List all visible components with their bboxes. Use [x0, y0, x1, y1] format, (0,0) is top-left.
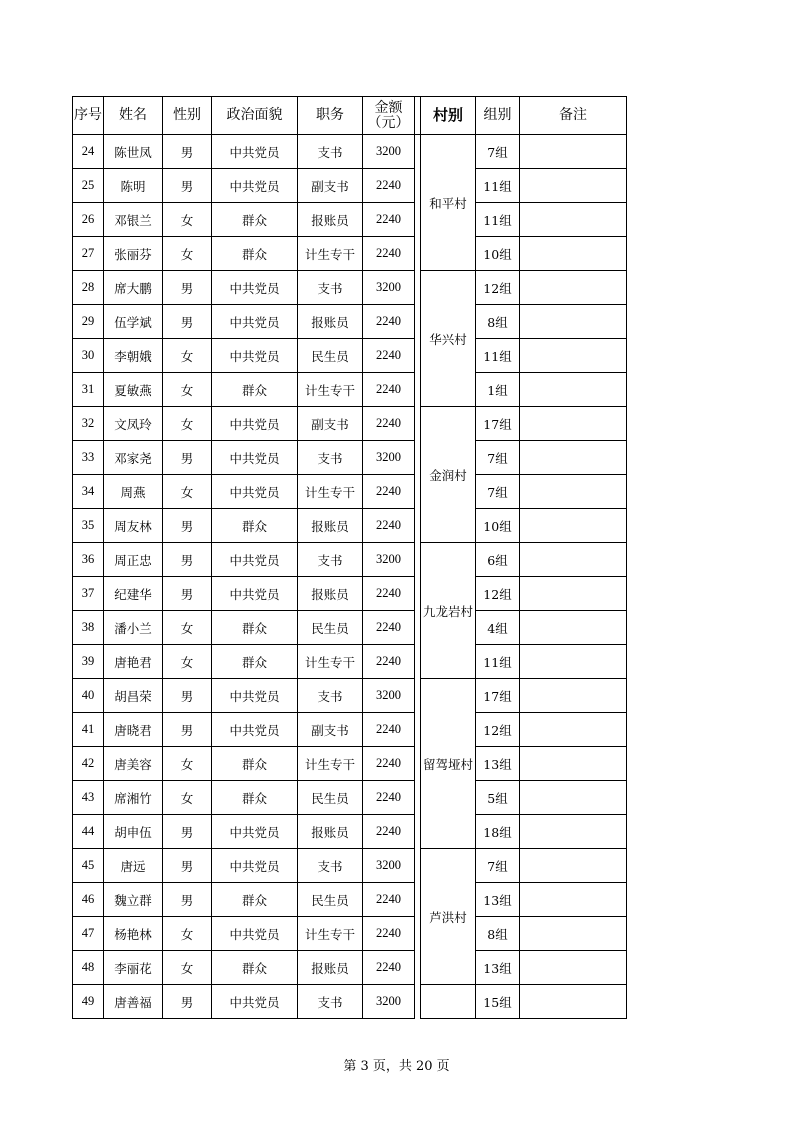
row-remark: [520, 645, 627, 679]
header-remark: 备注: [520, 97, 627, 135]
row-gender: 男: [163, 441, 212, 475]
row-group: 13组: [476, 883, 520, 917]
row-politics: 中共党员: [212, 339, 298, 373]
table-row: [73, 475, 627, 509]
row-amount: 3200: [363, 271, 415, 305]
row-position: 副支书: [298, 169, 363, 203]
row-position: 民生员: [298, 781, 363, 815]
table-row: [73, 135, 627, 169]
table-row: [73, 645, 627, 679]
row-position: 支书: [298, 849, 363, 883]
row-group: 7组: [476, 441, 520, 475]
row-gender: 女: [163, 475, 212, 509]
column-gap: [415, 611, 421, 645]
row-position: 支书: [298, 679, 363, 713]
column-gap: [415, 373, 421, 407]
row-remark: [520, 203, 627, 237]
row-position: 报账员: [298, 815, 363, 849]
row-remark: [520, 237, 627, 271]
row-remark: [520, 781, 627, 815]
row-gender: 男: [163, 271, 212, 305]
row-gender: 女: [163, 781, 212, 815]
row-gender: 女: [163, 645, 212, 679]
row-seq: 49: [73, 985, 104, 1019]
row-position: 民生员: [298, 611, 363, 645]
row-remark: [520, 747, 627, 781]
table-row: [73, 713, 627, 747]
row-seq: 31: [73, 373, 104, 407]
table-row: [73, 203, 627, 237]
row-politics: 群众: [212, 747, 298, 781]
row-gender: 男: [163, 509, 212, 543]
table-row: [73, 781, 627, 815]
column-gap: [415, 951, 421, 985]
row-seq: 46: [73, 883, 104, 917]
row-position: 支书: [298, 441, 363, 475]
table-row: [73, 883, 627, 917]
row-amount: 2240: [363, 237, 415, 271]
row-gender: 女: [163, 951, 212, 985]
row-group: 18组: [476, 815, 520, 849]
row-seq: 27: [73, 237, 104, 271]
row-group: 5组: [476, 781, 520, 815]
header-group: 组别: [476, 97, 520, 135]
row-amount: 2240: [363, 169, 415, 203]
row-gender: 女: [163, 611, 212, 645]
row-politics: 群众: [212, 373, 298, 407]
row-seq: 28: [73, 271, 104, 305]
row-amount: 2240: [363, 917, 415, 951]
row-name: 邓银兰: [104, 203, 163, 237]
row-name: 唐善福: [104, 985, 163, 1019]
column-gap: [415, 441, 421, 475]
table-row: [73, 237, 627, 271]
row-politics: 中共党员: [212, 407, 298, 441]
row-position: 报账员: [298, 951, 363, 985]
column-gap: [415, 509, 421, 543]
village-cell: 九龙岩村: [421, 543, 476, 679]
row-gender: 男: [163, 543, 212, 577]
row-amount: 2240: [363, 747, 415, 781]
row-group: 11组: [476, 645, 520, 679]
row-amount: 2240: [363, 305, 415, 339]
row-amount: 3200: [363, 543, 415, 577]
row-remark: [520, 577, 627, 611]
row-group: 17组: [476, 407, 520, 441]
header-row: [73, 97, 627, 135]
row-politics: 中共党员: [212, 577, 298, 611]
row-gender: 男: [163, 679, 212, 713]
row-amount: 2240: [363, 407, 415, 441]
row-amount: 2240: [363, 339, 415, 373]
row-group: 7组: [476, 475, 520, 509]
row-politics: 中共党员: [212, 305, 298, 339]
row-gender: 女: [163, 373, 212, 407]
row-remark: [520, 407, 627, 441]
row-amount: 2240: [363, 951, 415, 985]
row-seq: 37: [73, 577, 104, 611]
row-remark: [520, 475, 627, 509]
row-seq: 48: [73, 951, 104, 985]
row-politics: 中共党员: [212, 135, 298, 169]
column-gap: [415, 305, 421, 339]
row-remark: [520, 713, 627, 747]
row-position: 副支书: [298, 713, 363, 747]
row-remark: [520, 985, 627, 1019]
row-name: 纪建华: [104, 577, 163, 611]
row-politics: 群众: [212, 645, 298, 679]
table-row: [73, 373, 627, 407]
row-group: 10组: [476, 237, 520, 271]
row-name: 胡申伍: [104, 815, 163, 849]
row-seq: 30: [73, 339, 104, 373]
row-group: 6组: [476, 543, 520, 577]
row-gender: 女: [163, 237, 212, 271]
row-politics: 中共党员: [212, 271, 298, 305]
row-name: 唐美容: [104, 747, 163, 781]
row-remark: [520, 339, 627, 373]
row-seq: 29: [73, 305, 104, 339]
row-remark: [520, 849, 627, 883]
row-position: 计生专干: [298, 747, 363, 781]
row-seq: 33: [73, 441, 104, 475]
row-politics: 中共党员: [212, 849, 298, 883]
row-seq: 36: [73, 543, 104, 577]
row-position: 民生员: [298, 883, 363, 917]
column-gap: [415, 475, 421, 509]
row-position: 计生专干: [298, 373, 363, 407]
row-group: 13组: [476, 747, 520, 781]
roster-table: [72, 96, 627, 1019]
row-amount: 2240: [363, 509, 415, 543]
row-group: 11组: [476, 203, 520, 237]
village-cell: 华兴村: [421, 271, 476, 407]
column-gap: [415, 339, 421, 373]
table-row: [73, 747, 627, 781]
row-remark: [520, 169, 627, 203]
row-position: 计生专干: [298, 645, 363, 679]
row-name: 张丽芬: [104, 237, 163, 271]
row-name: 周正忠: [104, 543, 163, 577]
row-amount: 3200: [363, 985, 415, 1019]
row-group: 12组: [476, 271, 520, 305]
row-name: 杨艳林: [104, 917, 163, 951]
row-group: 15组: [476, 985, 520, 1019]
row-name: 潘小兰: [104, 611, 163, 645]
row-seq: 44: [73, 815, 104, 849]
page-footer: 第 3 页，共 20 页: [343, 1059, 450, 1074]
row-seq: 45: [73, 849, 104, 883]
row-group: 7组: [476, 849, 520, 883]
table-row: [73, 679, 627, 713]
row-politics: 中共党员: [212, 815, 298, 849]
row-position: 支书: [298, 543, 363, 577]
table-row: [73, 509, 627, 543]
row-amount: 2240: [363, 713, 415, 747]
column-gap: [415, 203, 421, 237]
row-amount: 2240: [363, 203, 415, 237]
table-row: [73, 611, 627, 645]
row-amount: 2240: [363, 373, 415, 407]
row-group: 4组: [476, 611, 520, 645]
village-cell: 芦洪村: [421, 849, 476, 985]
row-name: 魏立群: [104, 883, 163, 917]
row-seq: 24: [73, 135, 104, 169]
row-remark: [520, 373, 627, 407]
row-amount: 3200: [363, 679, 415, 713]
row-politics: 中共党员: [212, 917, 298, 951]
row-name: 文凤玲: [104, 407, 163, 441]
row-name: 李朝娥: [104, 339, 163, 373]
row-name: 周友林: [104, 509, 163, 543]
header-amount: 金额（元）: [363, 97, 415, 135]
row-name: 唐远: [104, 849, 163, 883]
row-gender: 女: [163, 747, 212, 781]
header-gender: 性别: [163, 97, 212, 135]
row-name: 陈明: [104, 169, 163, 203]
row-remark: [520, 611, 627, 645]
row-position: 报账员: [298, 305, 363, 339]
row-amount: 2240: [363, 781, 415, 815]
row-amount: 3200: [363, 441, 415, 475]
column-gap: [415, 645, 421, 679]
row-politics: 群众: [212, 237, 298, 271]
row-gender: 男: [163, 883, 212, 917]
row-name: 邓家尧: [104, 441, 163, 475]
row-seq: 26: [73, 203, 104, 237]
column-gap: [415, 577, 421, 611]
row-name: 胡昌荣: [104, 679, 163, 713]
table-row: [73, 577, 627, 611]
row-gender: 男: [163, 577, 212, 611]
row-politics: 群众: [212, 611, 298, 645]
row-amount: 2240: [363, 611, 415, 645]
row-gender: 女: [163, 203, 212, 237]
table-row: [73, 305, 627, 339]
row-name: 唐晓君: [104, 713, 163, 747]
row-gender: 男: [163, 305, 212, 339]
header-name: 姓名: [104, 97, 163, 135]
row-position: 报账员: [298, 577, 363, 611]
row-group: 8组: [476, 305, 520, 339]
row-politics: 中共党员: [212, 169, 298, 203]
table-row: [73, 951, 627, 985]
row-gender: 男: [163, 985, 212, 1019]
table-row: [73, 339, 627, 373]
row-remark: [520, 543, 627, 577]
row-name: 周燕: [104, 475, 163, 509]
table-row: [73, 441, 627, 475]
row-group: 1组: [476, 373, 520, 407]
row-gender: 男: [163, 169, 212, 203]
row-amount: 2240: [363, 475, 415, 509]
column-gap: [415, 713, 421, 747]
column-gap: [415, 169, 421, 203]
row-seq: 32: [73, 407, 104, 441]
column-gap: [415, 747, 421, 781]
village-cell: [421, 985, 476, 1019]
table-row: [73, 815, 627, 849]
row-group: 8组: [476, 917, 520, 951]
row-politics: 中共党员: [212, 713, 298, 747]
row-politics: 群众: [212, 951, 298, 985]
table-row: [73, 169, 627, 203]
row-remark: [520, 441, 627, 475]
column-gap: [415, 237, 421, 271]
row-group: 12组: [476, 713, 520, 747]
row-politics: 中共党员: [212, 475, 298, 509]
row-politics: 群众: [212, 883, 298, 917]
row-gender: 男: [163, 713, 212, 747]
row-politics: 中共党员: [212, 441, 298, 475]
row-politics: 群众: [212, 509, 298, 543]
row-remark: [520, 679, 627, 713]
column-gap: [415, 917, 421, 951]
row-position: 计生专干: [298, 237, 363, 271]
row-group: 7组: [476, 135, 520, 169]
row-seq: 40: [73, 679, 104, 713]
header-seq: 序号: [73, 97, 104, 135]
row-position: 报账员: [298, 509, 363, 543]
row-group: 13组: [476, 951, 520, 985]
row-gender: 男: [163, 849, 212, 883]
row-seq: 47: [73, 917, 104, 951]
row-group: 12组: [476, 577, 520, 611]
roster-body: [73, 135, 627, 1019]
column-gap: [415, 883, 421, 917]
row-position: 报账员: [298, 203, 363, 237]
row-gender: 女: [163, 917, 212, 951]
table-row: [73, 407, 627, 441]
village-cell: 金润村: [421, 407, 476, 543]
row-seq: 42: [73, 747, 104, 781]
row-amount: 2240: [363, 883, 415, 917]
header-village: 村别: [421, 97, 476, 135]
row-politics: 中共党员: [212, 985, 298, 1019]
row-position: 计生专干: [298, 917, 363, 951]
table-row: [73, 849, 627, 883]
row-name: 席大鹏: [104, 271, 163, 305]
row-position: 计生专干: [298, 475, 363, 509]
row-name: 伍学斌: [104, 305, 163, 339]
row-amount: 2240: [363, 577, 415, 611]
row-remark: [520, 271, 627, 305]
table-row: [73, 543, 627, 577]
row-politics: 群众: [212, 203, 298, 237]
row-remark: [520, 815, 627, 849]
row-remark: [520, 135, 627, 169]
row-name: 唐艳君: [104, 645, 163, 679]
row-position: 支书: [298, 271, 363, 305]
row-position: 支书: [298, 135, 363, 169]
row-politics: 中共党员: [212, 543, 298, 577]
row-remark: [520, 883, 627, 917]
row-seq: 39: [73, 645, 104, 679]
column-gap: [415, 815, 421, 849]
table-row: [73, 271, 627, 305]
row-position: 民生员: [298, 339, 363, 373]
row-gender: 女: [163, 407, 212, 441]
header-position: 职务: [298, 97, 363, 135]
row-gender: 男: [163, 135, 212, 169]
row-name: 李丽花: [104, 951, 163, 985]
row-remark: [520, 509, 627, 543]
column-gap: [415, 781, 421, 815]
row-amount: 2240: [363, 815, 415, 849]
row-remark: [520, 951, 627, 985]
row-seq: 41: [73, 713, 104, 747]
row-group: 17组: [476, 679, 520, 713]
row-amount: 3200: [363, 849, 415, 883]
village-cell: 留驾垭村: [421, 679, 476, 849]
table-row: [73, 985, 627, 1019]
row-name: 席湘竹: [104, 781, 163, 815]
row-group: 11组: [476, 169, 520, 203]
row-name: 夏敏燕: [104, 373, 163, 407]
row-remark: [520, 305, 627, 339]
village-cell: 和平村: [421, 135, 476, 271]
row-group: 11组: [476, 339, 520, 373]
row-name: 陈世凤: [104, 135, 163, 169]
row-remark: [520, 917, 627, 951]
row-seq: 34: [73, 475, 104, 509]
table-row: [73, 917, 627, 951]
row-gender: 女: [163, 339, 212, 373]
row-politics: 群众: [212, 781, 298, 815]
row-politics: 中共党员: [212, 679, 298, 713]
row-position: 副支书: [298, 407, 363, 441]
row-seq: 43: [73, 781, 104, 815]
row-seq: 25: [73, 169, 104, 203]
row-seq: 38: [73, 611, 104, 645]
row-gender: 男: [163, 815, 212, 849]
row-amount: 3200: [363, 135, 415, 169]
row-seq: 35: [73, 509, 104, 543]
header-politics: 政治面貌: [212, 97, 298, 135]
row-group: 10组: [476, 509, 520, 543]
row-position: 支书: [298, 985, 363, 1019]
row-amount: 2240: [363, 645, 415, 679]
